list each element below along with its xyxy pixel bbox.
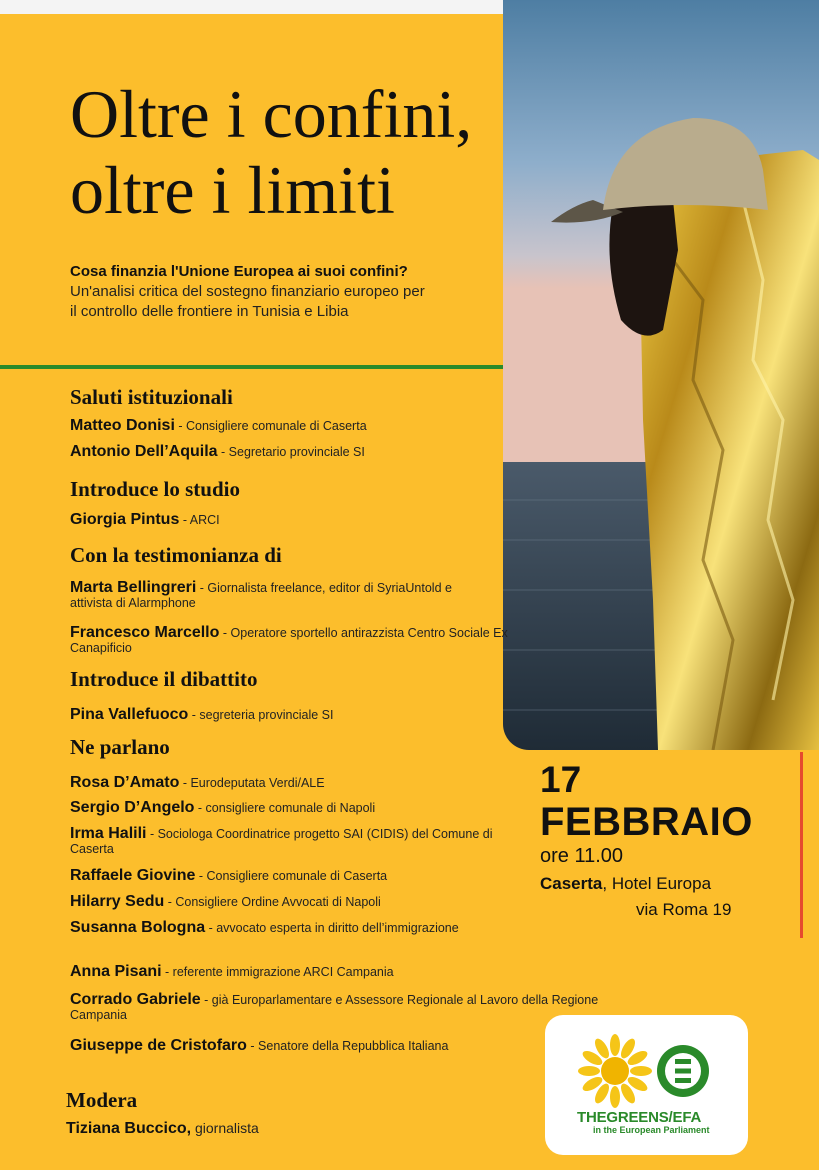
speaker-decristofaro	[70, 1038, 510, 1054]
event-month: FEBBRAIO	[540, 800, 753, 844]
speaker-pisani	[70, 964, 510, 980]
greens-efa-logo	[545, 1015, 748, 1155]
speaker-name: Corrado Gabriele	[70, 991, 201, 1008]
speaker-name: Giuseppe de Cristofaro	[70, 1037, 247, 1054]
intro-body: Un'analisi critica del sostegno finanziario europeo per il controllo delle frontiere in Tunisia e Libia	[70, 283, 425, 320]
section-dibattito: Introduce il dibattito	[70, 667, 258, 691]
speaker-role: - referente immigrazione ARCI Campania	[161, 965, 394, 979]
speaker-role: - Senatore della Repubblica Italiana	[246, 1039, 449, 1053]
intro-question: Cosa finanzia l'Unione Europea ai suoi confini?	[70, 263, 408, 280]
speaker-role: - Giornalista freelance, editor di SyriaUntold e attivista di Alarmphone	[70, 581, 452, 610]
speaker-role: - Consigliere comunale di Caserta	[174, 419, 367, 433]
speaker-name: Tiziana Buccico,	[66, 1120, 192, 1137]
speaker-donisi	[70, 418, 510, 434]
speaker-role: - avvocato esperta in diritto dell’immigrazione	[205, 921, 459, 935]
section-saluti: Saluti istituzionali	[70, 385, 233, 409]
speaker-role: - Operatore sportello antirazzista Centro Sociale Ex Canapificio	[70, 626, 508, 655]
section-parlano: Ne parlano	[70, 735, 170, 759]
section-introduce-studio: Introduce lo studio	[70, 477, 240, 501]
speaker-halili	[70, 826, 510, 857]
event-city: Caserta	[540, 874, 603, 893]
speaker-marcello	[70, 625, 510, 656]
speaker-name: Sergio D’Angelo	[70, 799, 195, 816]
title-line-1: Oltre i confini,	[70, 76, 473, 152]
speaker-dellaquila	[70, 444, 510, 460]
section-testimonianza: Con la testimonianza di	[70, 543, 282, 567]
section-modera: Modera	[66, 1088, 138, 1112]
speaker-name: Rosa D’Amato	[70, 774, 180, 791]
speaker-giovine	[70, 868, 510, 884]
logo-title: THEGREENS/EFA	[577, 1109, 702, 1126]
speaker-role: - Segretario provinciale SI	[217, 445, 365, 459]
speaker-name: Irma Halili	[70, 825, 147, 842]
speaker-name: Susanna Bologna	[70, 919, 206, 936]
logo-subtitle: in the European Parliament	[593, 1125, 710, 1135]
speaker-role: - Eurodeputata Verdi/ALE	[179, 776, 325, 790]
speaker-role: - Consigliere Ordine Avvocati di Napoli	[164, 895, 381, 909]
speaker-damato	[70, 775, 510, 791]
speaker-role: - Sociologa Coordinatrice progetto SAI (CIDIS) del Comune di Caserta	[70, 827, 493, 856]
speaker-vallefuoco	[70, 707, 510, 723]
speaker-role: - Consigliere comunale di Caserta	[195, 869, 388, 883]
speaker-name: Anna Pisani	[70, 963, 162, 980]
speaker-name: Hilarry Sedu	[70, 893, 165, 910]
speaker-role: - consigliere comunale di Napoli	[194, 801, 376, 815]
speaker-role: - già Europarlamentare e Assessore Regionale al Lavoro della Regione Campania	[70, 993, 599, 1022]
speaker-dangelo	[70, 800, 510, 816]
event-venue: , Hotel Europa	[602, 874, 712, 893]
sunflower-icon	[575, 1033, 715, 1109]
speaker-name: Marta Bellingreri	[70, 579, 197, 596]
event-place	[540, 874, 711, 894]
page-title	[70, 76, 630, 228]
event-time: ore 11.00	[540, 845, 624, 867]
speaker-bellingreri	[70, 580, 470, 611]
speaker-sedu	[70, 894, 510, 910]
event-address: via Roma 19	[636, 900, 732, 919]
speaker-name: Francesco Marcello	[70, 624, 220, 641]
speaker-buccico	[66, 1121, 506, 1136]
speaker-name: Antonio Dell’Aquila	[70, 443, 218, 460]
intro-text	[70, 262, 430, 322]
speaker-name: Matteo Donisi	[70, 417, 175, 434]
speaker-name: Pina Vallefuoco	[70, 706, 189, 723]
speaker-role: - ARCI	[179, 513, 220, 527]
red-accent-line	[800, 752, 803, 938]
speaker-name: Giorgia Pintus	[70, 511, 180, 528]
speaker-role: - segreteria provinciale SI	[188, 708, 334, 722]
top-strip	[0, 0, 505, 14]
speaker-pintus	[70, 512, 510, 528]
speaker-name: Raffaele Giovine	[70, 867, 196, 884]
speaker-bologna	[70, 920, 470, 936]
event-day: 17	[540, 759, 582, 800]
title-line-2: oltre i limiti	[70, 152, 395, 228]
green-divider	[0, 365, 503, 369]
speaker-role: giornalista	[191, 1120, 259, 1136]
